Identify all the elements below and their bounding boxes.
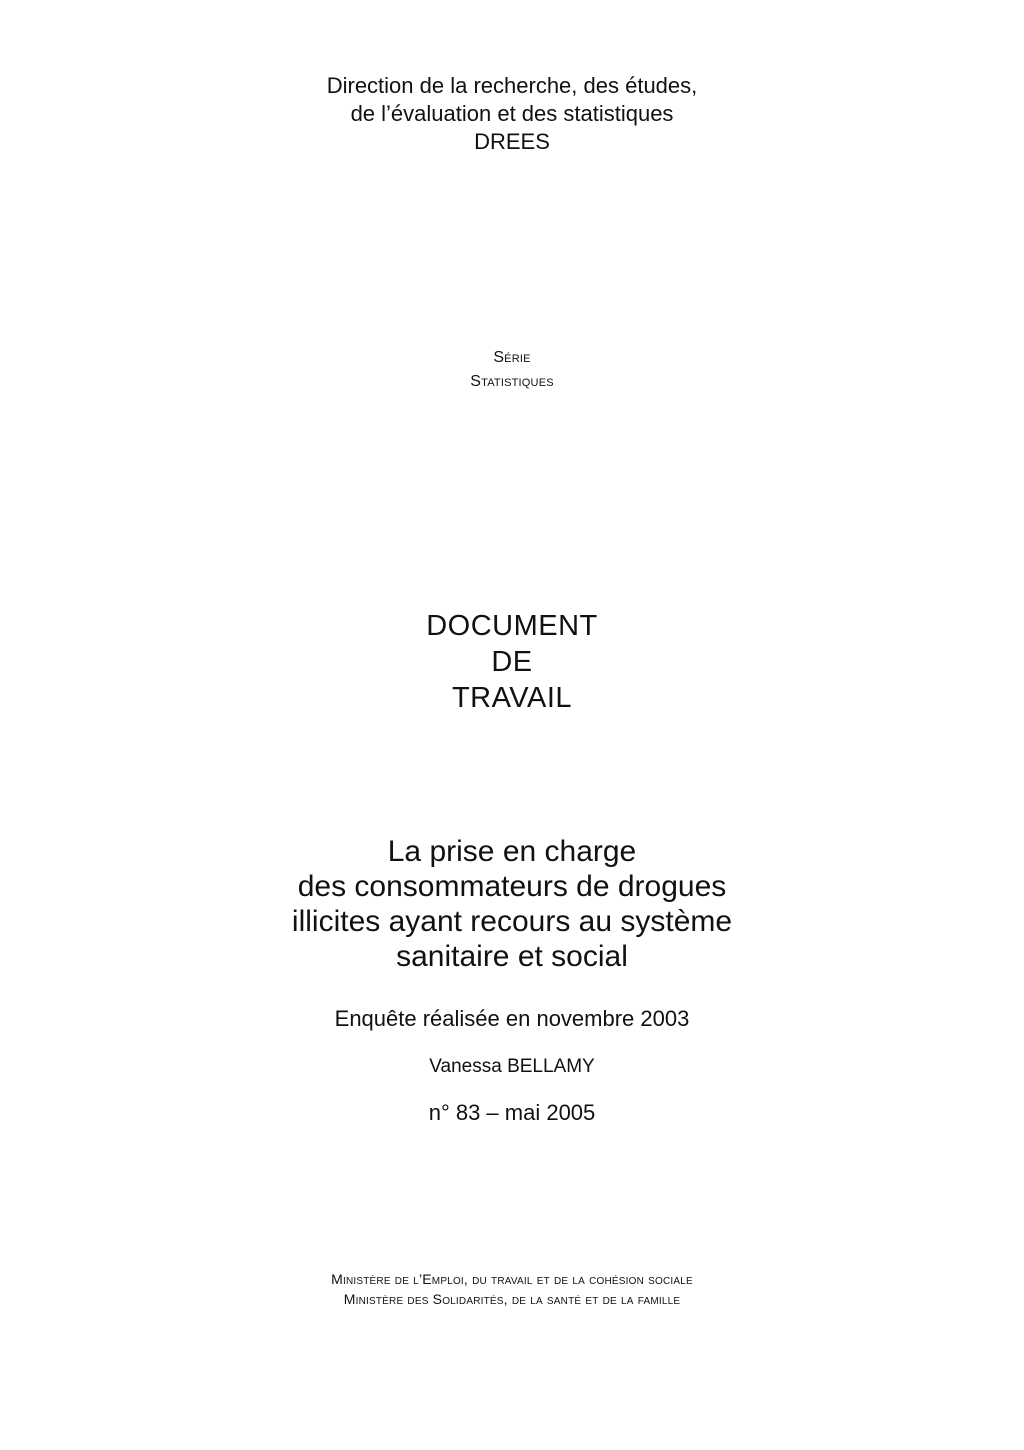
header-line: de l’évaluation et des statistiques <box>350 101 674 126</box>
title-line: illicites ayant recours au système <box>291 905 733 938</box>
footer-line: Ministère de l’Emploi, du travail et de la cohésion sociale <box>331 1271 693 1287</box>
title-line: sanitaire et social <box>396 940 628 973</box>
footer-line: Ministère des Solidarités, de la santé et de la famille <box>343 1291 681 1307</box>
document-type-line: TRAVAIL <box>451 682 573 714</box>
series-line: Série <box>493 349 531 366</box>
author-name: Vanessa BELLAMY <box>429 1056 595 1077</box>
title-line: La prise en charge <box>387 835 637 868</box>
series-line: Statistiques <box>470 373 554 390</box>
document-type <box>0 608 1024 716</box>
organization-header <box>0 72 1024 156</box>
document-title <box>0 834 1024 974</box>
series-label <box>0 346 1024 394</box>
title-line: des consommateurs de drogues <box>297 870 727 903</box>
document-type-line: DE <box>491 646 533 678</box>
header-line: DREES <box>474 129 550 154</box>
document-subtitle: Enquête réalisée en novembre 2003 <box>334 1006 690 1031</box>
header-line: Direction de la recherche, des études, <box>326 73 698 98</box>
ministry-footer <box>0 1269 1024 1309</box>
document-type-line: DOCUMENT <box>426 610 598 642</box>
issue-number-date: n° 83 – mai 2005 <box>428 1100 596 1125</box>
